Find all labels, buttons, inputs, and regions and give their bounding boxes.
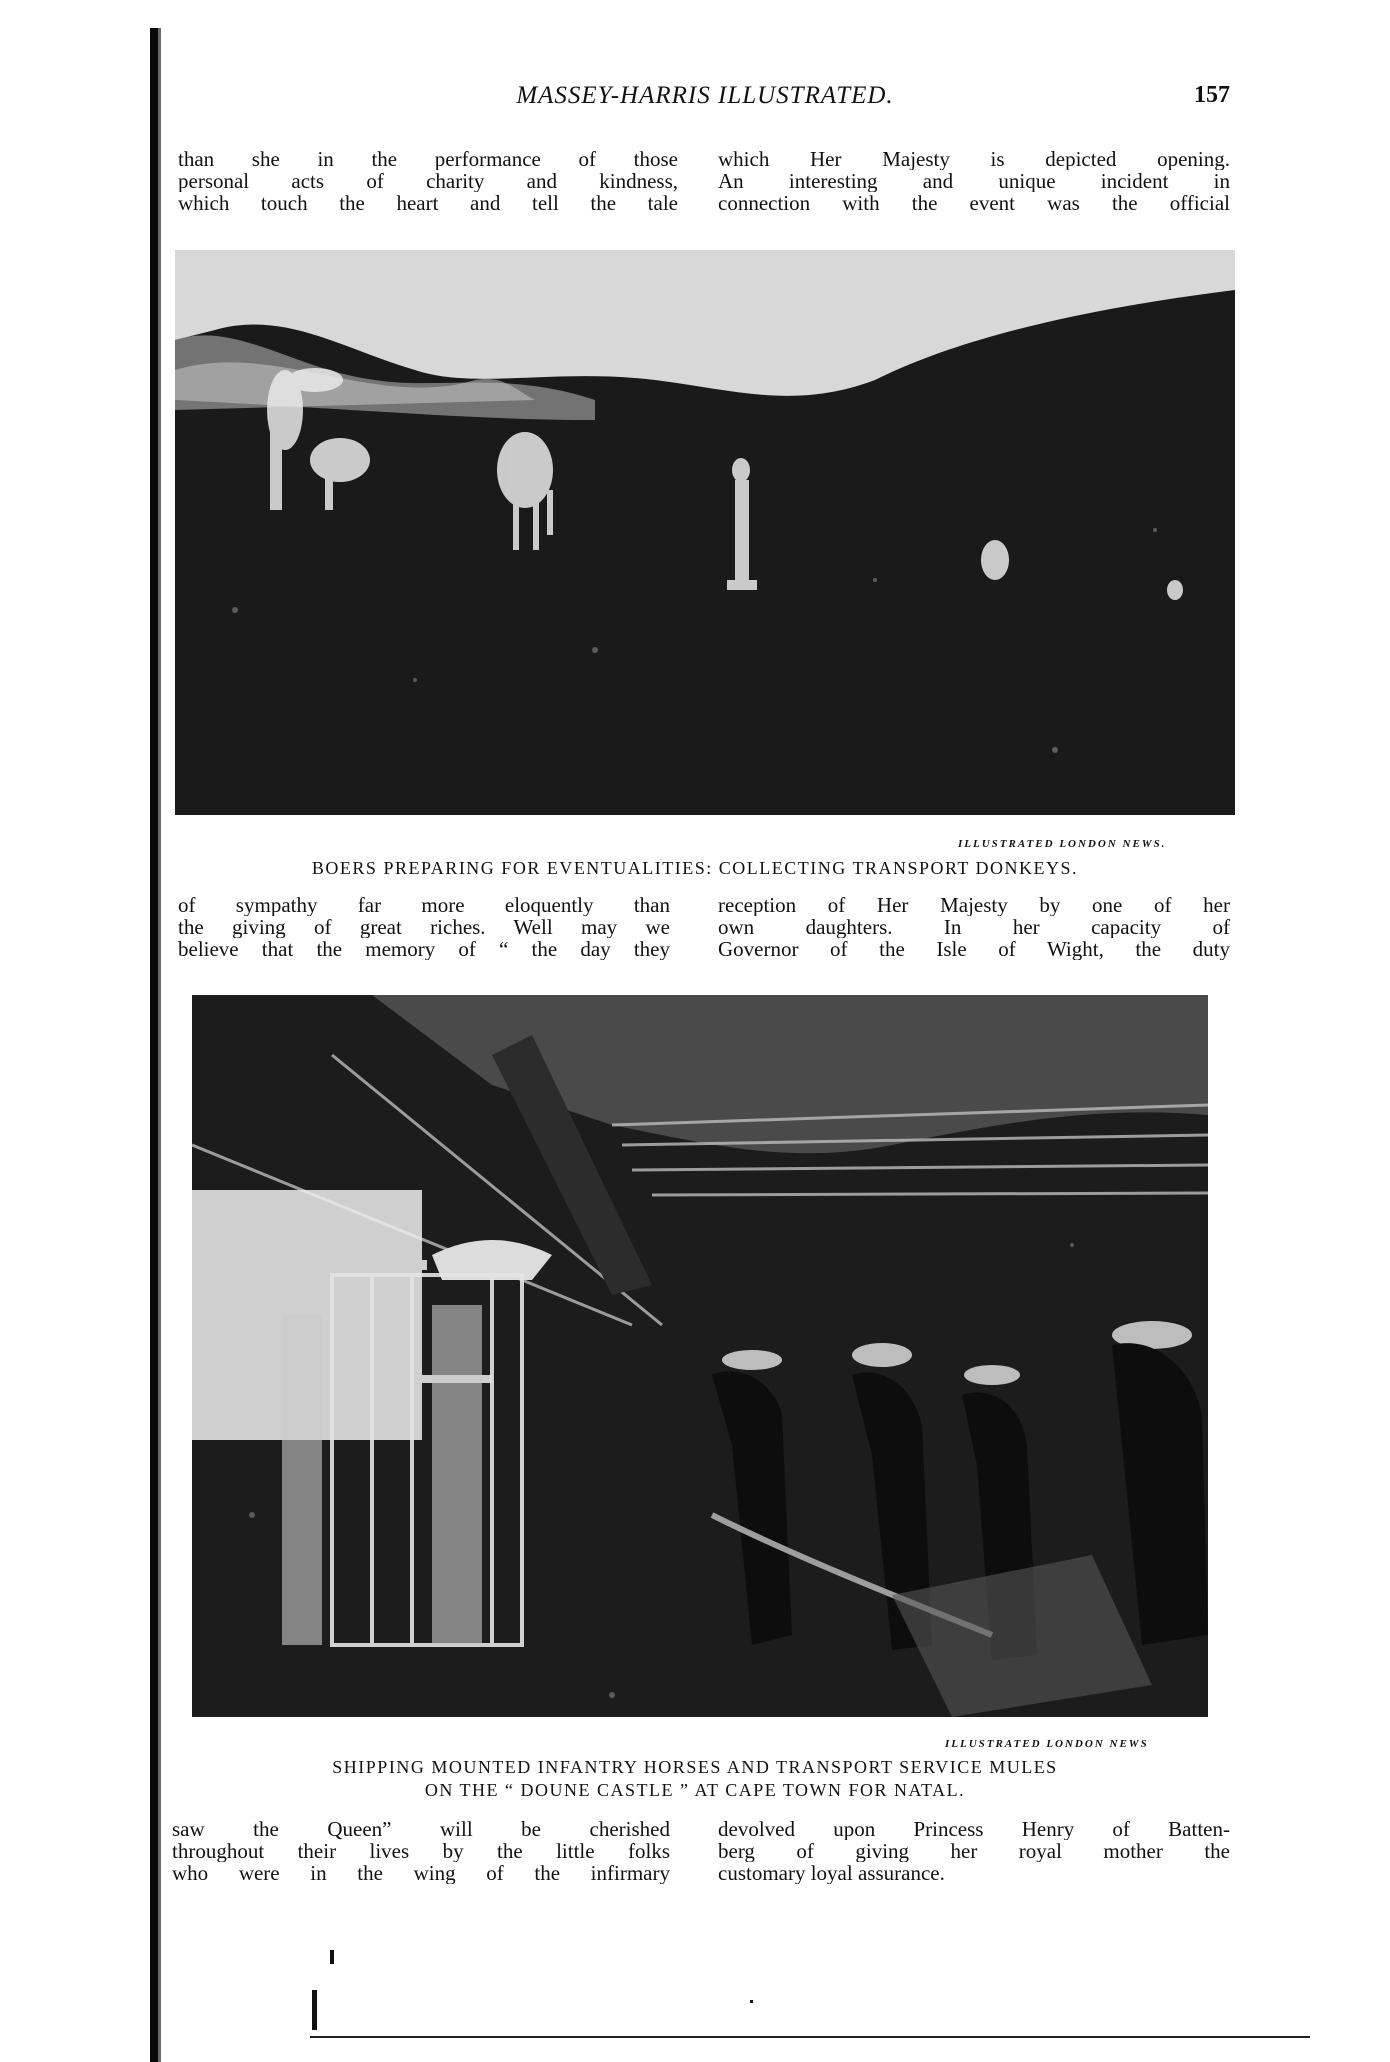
caption-line: SHIPPING MOUNTED INFANTRY HORSES AND TRANSPORT SERVICE MULES	[332, 1757, 1058, 1777]
photo-caption	[160, 1756, 1230, 1802]
page-spine-shadow	[150, 28, 158, 2062]
photo-credit: ILLUSTRATED LONDON NEWS.	[958, 838, 1167, 850]
caption-line: BOERS PREPARING FOR EVENTUALITIES: COLLECTING TRANSPORT DONKEYS.	[311, 858, 1079, 878]
text-column-left	[172, 1818, 670, 1884]
scan-speck	[330, 1950, 334, 1964]
scan-speck	[750, 2000, 753, 2003]
text-line: devolved upon Princess Henry of Batten-	[718, 1818, 1230, 1840]
bottom-rule	[310, 2036, 1310, 2038]
text-line: the giving of great riches. Well may we	[178, 916, 670, 938]
photo-shipping-horses	[192, 995, 1208, 1717]
text-column-right	[718, 894, 1230, 960]
text-column-left	[178, 894, 670, 960]
text-column-right	[718, 1818, 1230, 1884]
text-column-right	[718, 148, 1230, 214]
text-line: own daughters. In her capacity of	[718, 916, 1230, 938]
text-line: than she in the performance of those	[178, 148, 678, 170]
text-line: who were in the wing of the infirmary	[172, 1862, 670, 1884]
text-line: customary loyal assurance.	[718, 1862, 945, 1884]
photo-credit: ILLUSTRATED LONDON NEWS	[945, 1738, 1149, 1750]
photo-caption	[160, 857, 1230, 880]
text-line: throughout their lives by the little folks	[172, 1840, 670, 1862]
text-line: berg of giving her royal mother the	[718, 1840, 1230, 1862]
text-line: saw the Queen” will be cherished	[172, 1818, 670, 1840]
text-line: personal acts of charity and kindness,	[178, 170, 678, 192]
text-line: believe that the memory of “ the day they	[178, 938, 670, 960]
text-line: Governor of the Isle of Wight, the duty	[718, 938, 1230, 960]
text-line: of sympathy far more eloquently than	[178, 894, 670, 916]
caption-line: ON THE “ DOUNE CASTLE ” AT CAPE TOWN FOR NATAL.	[424, 1780, 966, 1800]
text-line: reception of Her Majesty by one of her	[718, 894, 1230, 916]
text-line: connection with the event was the official	[718, 192, 1230, 214]
text-line: which Her Majesty is depicted opening.	[718, 148, 1230, 170]
running-head: MASSEY-HARRIS ILLUSTRATED.	[516, 82, 894, 109]
page-header	[180, 82, 1230, 116]
scan-speck	[312, 1990, 317, 2030]
text-column-left	[178, 148, 678, 214]
page-number: 157	[1194, 82, 1230, 108]
text-line: An interesting and unique incident in	[718, 170, 1230, 192]
text-line: which touch the heart and tell the tale	[178, 192, 678, 214]
photo-boers-donkeys	[175, 250, 1235, 815]
